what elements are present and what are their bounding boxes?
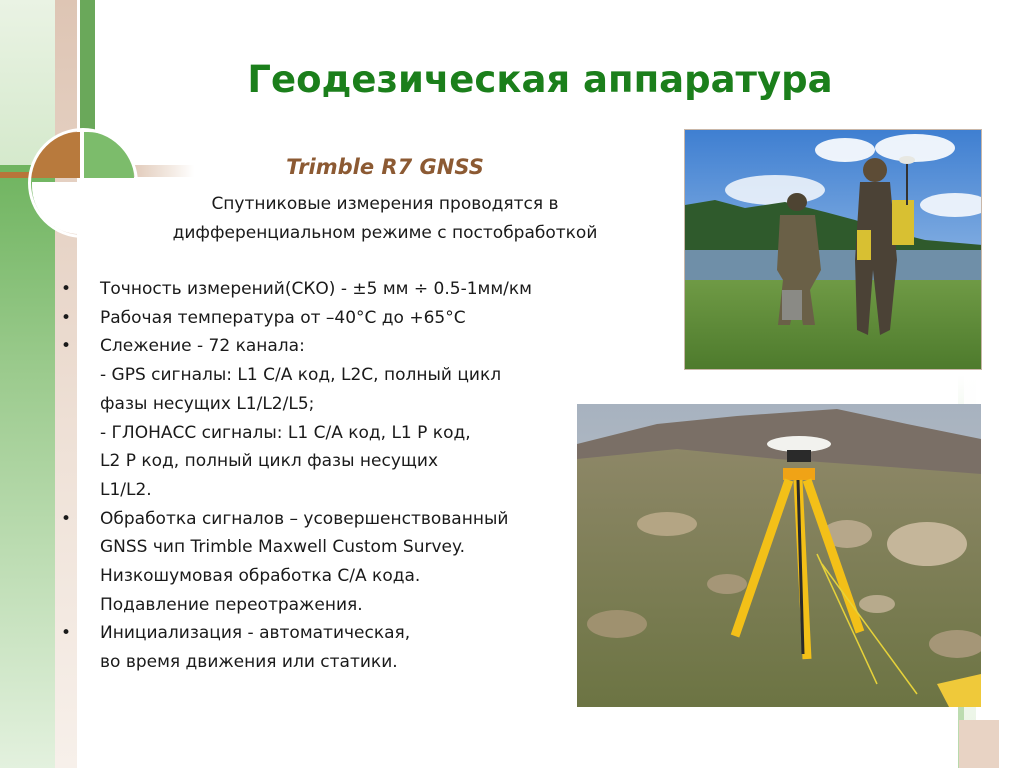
photo-surveyors [684, 129, 982, 370]
photo-surveyors-image [685, 130, 982, 370]
decor-tan-stripe [55, 0, 77, 768]
bullet-text: Инициализация - автоматическая, [100, 623, 411, 644]
slide-title: Геодезическая аппаратура [247, 58, 833, 101]
bullet-text: Рабочая температура от –40°C до +65°C [100, 307, 466, 328]
decor-green-bar [80, 0, 95, 130]
intro-line: Спутниковые измерения проводятся в [211, 194, 559, 214]
bullet-text: Низкошумовая обработка C/A кода. [100, 566, 421, 586]
photo-tripod [577, 404, 981, 707]
bullet-text: GNSS чип Trimble Maxwell Custom Survey. [100, 537, 466, 558]
photo-tripod-image [577, 404, 981, 707]
bullet-marker: • [61, 307, 72, 328]
bullet-marker: • [61, 336, 72, 357]
bullet-text: L1/L2. [100, 479, 152, 500]
bullet-text: Обработка сигналов – усовершенствованный [100, 508, 509, 529]
bullet-text: во время движения или статики. [100, 652, 398, 673]
bullet-text: - ГЛОНАСС сигналы: L1 C/A код, L1 P код, [100, 422, 471, 443]
intro-line: дифференциальном режиме с постобработкой [172, 223, 598, 243]
decor-circle-ring [28, 128, 138, 238]
bullet-text: Точность измерений(СКО) - ±5 мм ÷ 0.5-1мм/км [100, 279, 532, 299]
bullet-text: - GPS сигналы: L1 C/A код, L2C, полный цикл [100, 365, 502, 386]
bullet-text: фазы несущих L1/L2/L5; [100, 393, 315, 414]
bullet-text: L2 P код, полный цикл фазы несущих [100, 451, 439, 472]
decor-green-stripe [0, 165, 55, 768]
decor-corner-block [959, 720, 999, 768]
bullet-marker: • [61, 279, 72, 299]
bullet-text: Слежение - 72 канала: [100, 336, 305, 357]
slide-subtitle: Trimble R7 GNSS [286, 155, 484, 179]
bullet-marker: • [61, 623, 72, 644]
bullet-marker: • [61, 508, 72, 529]
bullet-text: Подавление переотражения. [100, 594, 363, 615]
